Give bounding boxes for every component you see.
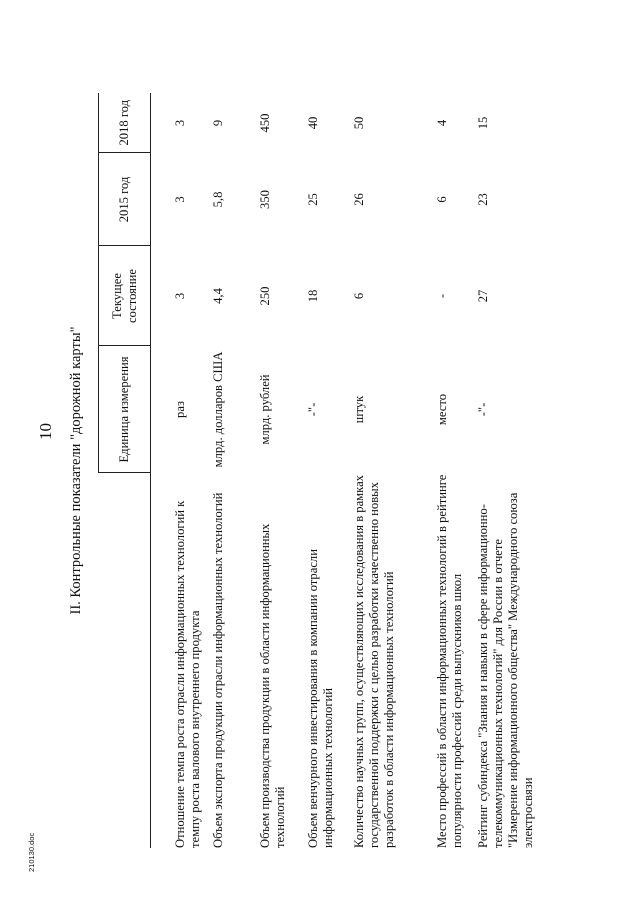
table-row xyxy=(426,93,474,848)
table-row xyxy=(151,93,204,848)
table-row xyxy=(203,93,252,848)
indicator-name: Объем экспорта продукции отрасли информационных технологий xyxy=(211,492,225,848)
table-row xyxy=(252,93,297,848)
value-current: 18 xyxy=(306,289,320,303)
value-current: - xyxy=(435,293,449,299)
indicator-name: Объем венчурного инвестирования в компании отрасли информационных технологий xyxy=(306,549,335,848)
footer-filename: 210130.doc xyxy=(27,832,36,872)
value-2018: 450 xyxy=(258,113,272,133)
value-2015: 26 xyxy=(352,193,366,206)
indicators-table xyxy=(98,93,546,848)
indicator-unit: -"- xyxy=(476,402,490,417)
value-2018: 3 xyxy=(173,119,187,127)
value-2015: 350 xyxy=(258,190,272,209)
value-2015: 6 xyxy=(435,196,449,203)
value-2018: 40 xyxy=(306,116,320,130)
indicator-unit: -"- xyxy=(306,402,320,417)
table-row xyxy=(297,93,346,848)
indicator-unit: место xyxy=(435,393,449,426)
header-indicator xyxy=(99,473,151,848)
value-current: 250 xyxy=(258,286,272,306)
indicator-unit: млрд. долларов США xyxy=(211,351,225,468)
indicator-unit: раз xyxy=(173,401,187,418)
section-title: II. Контрольные показатели "дорожной карты" xyxy=(68,326,84,615)
header-2015: 2015 год xyxy=(99,153,151,246)
value-current: 27 xyxy=(476,289,490,303)
page-number: 10 xyxy=(36,423,55,440)
value-current: 3 xyxy=(173,292,187,300)
rotated-page-content xyxy=(62,93,535,848)
value-2015: 3 xyxy=(173,196,187,203)
value-2015: 23 xyxy=(476,193,490,206)
value-2018: 9 xyxy=(211,119,225,127)
header-unit: Единица измерения xyxy=(99,346,151,473)
indicator-name: Отношение темпа роста отрасли информационных технологий к темпу роста валового внутреннего продукта xyxy=(173,500,202,848)
value-current: 6 xyxy=(352,292,366,300)
table-row xyxy=(346,93,426,848)
indicator-name: Рейтинг субиндекса "Знания и навыки в сфере информационно-телекоммуникационных технологий" для России в отчете "Измерение информационного общества" Международного союза электросвязи xyxy=(476,492,535,848)
value-2018: 50 xyxy=(352,116,366,130)
indicator-unit: штук xyxy=(352,395,366,424)
indicator-name: Объем производства продукции в области информационных технологий xyxy=(258,523,287,848)
value-2015: 25 xyxy=(306,193,320,206)
indicator-name: Количество научных групп, осуществляющих исследования в рамках государственной поддержки с целью разработки качественно новых разработок в области информационных технологий xyxy=(352,475,396,848)
header-2018: 2018 год xyxy=(99,93,151,153)
value-current: 4,4 xyxy=(211,288,225,304)
header-current: Текущее состояние xyxy=(99,246,151,346)
value-2015: 5,8 xyxy=(211,191,225,208)
value-2018: 15 xyxy=(476,116,490,130)
value-2018: 4 xyxy=(435,119,449,127)
table-header-row xyxy=(99,93,151,848)
table-row xyxy=(474,93,546,848)
indicator-unit: млрд. рублей xyxy=(258,374,272,445)
indicator-name: Место профессий в области информационных технологий в рейтинге популярности профессий среди выпускников школ xyxy=(435,474,464,848)
